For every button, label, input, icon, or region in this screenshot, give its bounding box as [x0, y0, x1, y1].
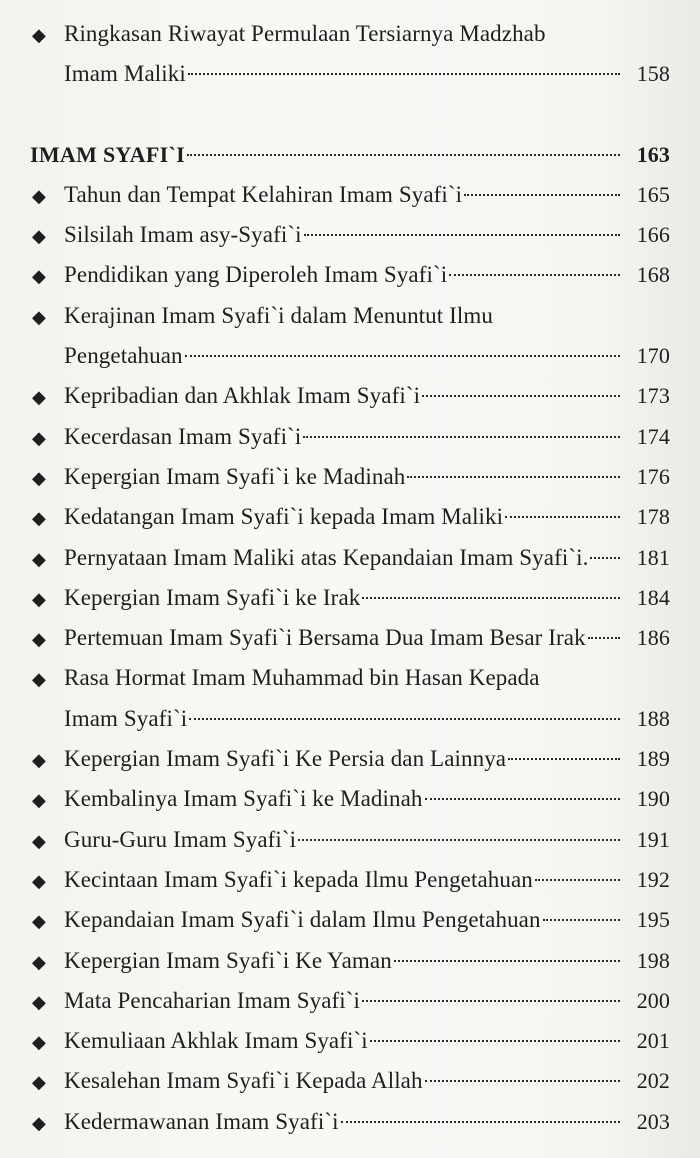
toc-entry-line [30, 820, 670, 860]
page-number: 178 [636, 504, 670, 530]
page-number: 168 [636, 262, 670, 288]
toc-entry-title: Kepandaian Imam Syafi`i dalam Ilmu Pengetahuan [64, 907, 541, 933]
page-number: 174 [636, 423, 670, 449]
toc-entry-line [30, 417, 670, 457]
page-number: 170 [636, 343, 670, 369]
toc-entry-line [30, 376, 670, 416]
dot-leader [185, 355, 620, 357]
toc-entry [30, 538, 670, 578]
dot-leader [298, 839, 620, 841]
toc-entry-list [30, 175, 670, 1142]
dot-leader [394, 960, 620, 962]
toc-entry-line [30, 255, 670, 295]
toc-entry-line [30, 215, 670, 255]
toc-entry-title: Pendidikan yang Diperoleh Imam Syafi`i [64, 262, 448, 288]
page-number: 173 [636, 383, 670, 409]
dot-leader [189, 718, 620, 720]
toc-entry [30, 779, 670, 819]
toc-entry [30, 1102, 670, 1142]
toc-entry-line [30, 54, 670, 94]
toc-entry-title: Kecintaan Imam Syafi`i kepada Ilmu Pengetahuan [64, 866, 533, 892]
dot-leader [508, 758, 620, 760]
dot-leader [407, 476, 620, 478]
diamond-bullet-icon: ◆ [32, 427, 46, 448]
toc-entry-title: Kepergian Imam Syafi`i Ke Yaman [64, 947, 392, 973]
toc-entry-title: Kembalinya Imam Syafi`i ke Madinah [64, 786, 423, 812]
toc-entry-title: Tahun dan Tempat Kelahiran Imam Syafi`i [64, 181, 463, 207]
page-number: 192 [636, 866, 670, 892]
diamond-bullet-icon: ◆ [32, 911, 46, 932]
page-number: 191 [636, 826, 670, 852]
dot-leader [362, 597, 620, 599]
toc-entry-line [30, 336, 670, 376]
toc-entry-line [30, 900, 670, 940]
dot-leader [425, 798, 620, 800]
toc-entry [30, 457, 670, 497]
diamond-bullet-icon: ◆ [32, 25, 46, 45]
toc-entry [30, 739, 670, 779]
chapter-title: IMAM SYAFI`I [30, 141, 185, 167]
toc-entry-title: Kecerdasan Imam Syafi`i [64, 423, 302, 449]
table-of-contents [30, 14, 670, 1142]
toc-entry-title: Silsilah Imam asy-Syafi`i [64, 222, 302, 248]
diamond-bullet-icon: ◆ [32, 991, 46, 1012]
page-number: 189 [636, 746, 670, 772]
toc-entry-line [30, 457, 670, 497]
toc-entry-title-continued: Imam Maliki [64, 61, 186, 87]
toc-entry-title: Pernyataan Imam Maliki atas Kepandaian Imam Syafi`i. [64, 544, 589, 570]
toc-entry-title-continued: Imam Syafi`i [64, 705, 188, 731]
dot-leader [341, 1121, 620, 1123]
toc-entry-title: Kedatangan Imam Syafi`i kepada Imam Maliki [64, 504, 504, 530]
toc-entry [30, 981, 670, 1021]
toc-entry-line [30, 1061, 670, 1101]
page-number: 158 [636, 61, 670, 87]
dot-leader [303, 436, 620, 438]
toc-entry-line [30, 135, 670, 175]
diamond-bullet-icon: ◆ [32, 750, 46, 771]
toc-entry-title: Kedermawanan Imam Syafi`i [64, 1108, 339, 1134]
diamond-bullet-icon: ◆ [32, 1112, 46, 1133]
dot-leader [543, 919, 620, 921]
toc-entry-title: Rasa Hormat Imam Muhammad bin Hasan Kepada [64, 665, 540, 691]
toc-entry [30, 820, 670, 860]
toc-entry [30, 658, 670, 739]
page-number: 163 [636, 141, 670, 167]
toc-entry [30, 1021, 670, 1061]
diamond-bullet-icon: ◆ [32, 870, 46, 891]
toc-entry [30, 417, 670, 457]
diamond-bullet-icon: ◆ [32, 226, 46, 247]
diamond-bullet-icon: ◆ [32, 669, 46, 690]
toc-entry [30, 497, 670, 537]
page-number: 186 [636, 625, 670, 651]
section-gap [30, 95, 670, 135]
toc-entry-title: Guru-Guru Imam Syafi`i [64, 826, 297, 852]
toc-entry-line [30, 175, 670, 215]
toc-entry-title: Pertemuan Imam Syafi`i Bersama Dua Imam Besar Irak [64, 625, 586, 651]
page-number: 200 [636, 987, 670, 1013]
diamond-bullet-icon: ◆ [32, 266, 46, 287]
diamond-bullet-icon: ◆ [32, 629, 46, 650]
toc-entry-title: Mata Pencaharian Imam Syafi`i [64, 987, 361, 1013]
dot-leader [370, 1040, 620, 1042]
toc-entry-madzhab-maliki [30, 14, 670, 95]
diamond-bullet-icon: ◆ [32, 1072, 46, 1093]
dot-leader [188, 73, 620, 75]
toc-entry-title: Kerajinan Imam Syafi`i dalam Menuntut Ilmu [64, 302, 493, 328]
toc-entry-line [30, 497, 670, 537]
diamond-bullet-icon: ◆ [32, 830, 46, 851]
toc-entry [30, 941, 670, 981]
page-number: 202 [636, 1068, 670, 1094]
dot-leader [362, 1000, 620, 1002]
dot-leader [187, 154, 620, 156]
dot-leader [464, 194, 620, 196]
page-number: 165 [636, 181, 670, 207]
toc-entry-line [30, 739, 670, 779]
toc-entry-line [30, 1102, 670, 1142]
toc-entry-title: Kepribadian dan Akhlak Imam Syafi`i [64, 383, 421, 409]
page-number: 184 [636, 584, 670, 610]
toc-entry-line [30, 538, 670, 578]
toc-entry-line [30, 618, 670, 658]
diamond-bullet-icon: ◆ [32, 1032, 46, 1053]
diamond-bullet-icon: ◆ [32, 306, 46, 327]
toc-entry-line [30, 1021, 670, 1061]
dot-leader [304, 234, 620, 236]
toc-entry [30, 175, 670, 215]
page-number: 181 [636, 544, 670, 570]
diamond-bullet-icon: ◆ [32, 790, 46, 811]
page-number: 201 [636, 1028, 670, 1054]
diamond-bullet-icon: ◆ [32, 588, 46, 609]
toc-entry-line [30, 941, 670, 981]
toc-entry-title: Kesalehan Imam Syafi`i Kepada Allah [64, 1068, 423, 1094]
diamond-bullet-icon: ◆ [32, 185, 46, 206]
toc-entry [30, 860, 670, 900]
diamond-bullet-icon: ◆ [32, 548, 46, 569]
diamond-bullet-icon: ◆ [32, 508, 46, 529]
dot-leader [425, 1080, 620, 1082]
toc-entry-line [30, 658, 670, 698]
toc-entry [30, 296, 670, 377]
page-number: 203 [636, 1108, 670, 1134]
toc-entry-title: Kepergian Imam Syafi`i ke Irak [64, 584, 361, 610]
chapter-heading [30, 135, 670, 175]
toc-entry-line [30, 779, 670, 819]
diamond-bullet-icon: ◆ [32, 951, 46, 972]
toc-entry [30, 376, 670, 416]
toc-entry-line [30, 860, 670, 900]
dot-leader [590, 557, 620, 559]
toc-entry-line [30, 981, 670, 1021]
page-number: 176 [636, 463, 670, 489]
toc-entry-line [30, 578, 670, 618]
toc-entry [30, 618, 670, 658]
page-number: 198 [636, 947, 670, 973]
dot-leader [588, 637, 620, 639]
toc-entry [30, 900, 670, 940]
dot-leader [535, 879, 620, 881]
toc-entry-line [30, 14, 670, 54]
toc-entry-title-continued: Pengetahuan [64, 343, 183, 369]
diamond-bullet-icon: ◆ [32, 387, 46, 408]
dot-leader [505, 516, 620, 518]
toc-entry [30, 578, 670, 618]
toc-entry-title: Kepergian Imam Syafi`i ke Madinah [64, 463, 406, 489]
toc-entry-line [30, 699, 670, 739]
toc-entry-title: Ringkasan Riwayat Permulaan Tersiarnya Madzhab [64, 21, 546, 46]
dot-leader [422, 395, 620, 397]
page-number: 188 [636, 705, 670, 731]
toc-entry [30, 255, 670, 295]
toc-entry-title: Kemuliaan Akhlak Imam Syafi`i [64, 1028, 368, 1054]
diamond-bullet-icon: ◆ [32, 467, 46, 488]
toc-entry-title: Kepergian Imam Syafi`i Ke Persia dan Lainnya [64, 746, 507, 772]
page-number: 166 [636, 222, 670, 248]
page-number: 190 [636, 786, 670, 812]
toc-entry [30, 215, 670, 255]
page-number: 195 [636, 907, 670, 933]
toc-entry-line [30, 296, 670, 336]
toc-entry [30, 1061, 670, 1101]
dot-leader [449, 274, 620, 276]
